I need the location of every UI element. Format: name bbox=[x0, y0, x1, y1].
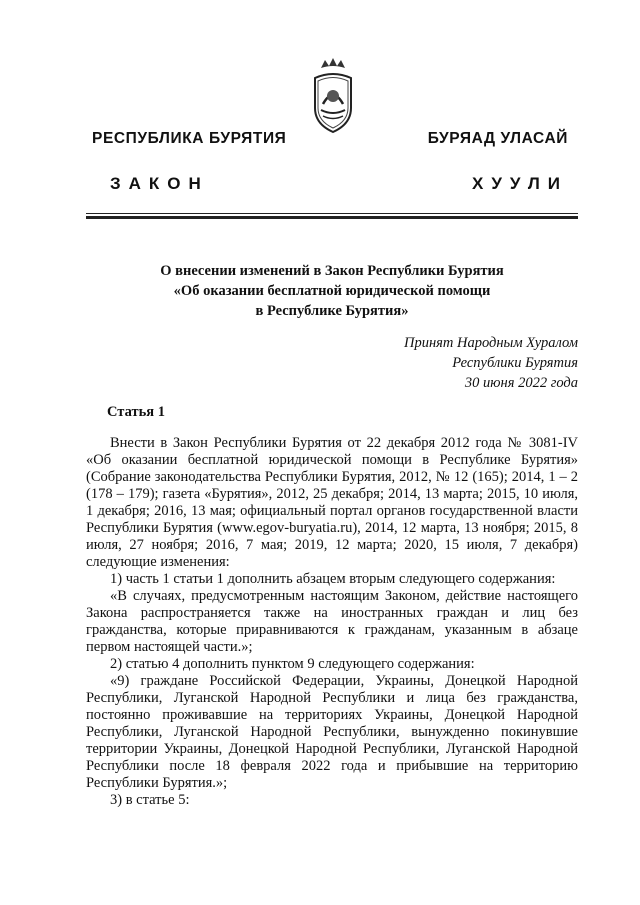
law-title-line: «Об оказании бесплатной юридической помощи bbox=[173, 283, 491, 299]
body-paragraph: 1) часть 1 статьи 1 дополнить абзацем вторым следующего содержания: bbox=[110, 571, 556, 587]
law-title bbox=[86, 261, 578, 321]
republic-name-russian: РЕСПУБЛИКА БУРЯТИЯ bbox=[92, 130, 287, 147]
adoption-note-line: Республики Бурятия bbox=[452, 355, 578, 371]
body-paragraph: 3) в статье 5: bbox=[110, 792, 190, 808]
header-divider-thick bbox=[86, 216, 578, 219]
law-title-line: в Республике Бурятия» bbox=[255, 303, 409, 319]
body-paragraph: Внести в Закон Республики Бурятия от 22 декабря 2012 года № 3081-IV «Об оказании бесплатной юридической помощи в Республике Бурятия» (Собрание законодательства Республики Бурятия, 2012, № 12 (165); 2014, 1 – 2 (178 – 179); газета «Бурятия», 2012, 25 декабря; 2014, 13 марта; 2015, 10 июля, 1 декабря; 2016, 13 мая; официальный портал органов государственной власти Республики Бурятия (www.egov-buryatia.ru), 2014, 12 марта, 13 ноября; 2015, 8 июля, 27 ноября; 2016, 7 мая; 2019, 12 марта; 2020, 15 июля, 7 декабря) следующие изменения: bbox=[86, 435, 578, 570]
article-heading: Статья 1 bbox=[107, 404, 165, 420]
coat-of-arms-icon bbox=[309, 56, 357, 134]
adoption-note bbox=[404, 333, 578, 393]
adoption-date: 30 июня 2022 года bbox=[464, 375, 578, 391]
document-type-buryat: ХУУЛИ bbox=[472, 174, 568, 193]
republic-name-buryat: БУРЯАД УЛАСАЙ bbox=[427, 130, 568, 147]
article-body bbox=[86, 435, 578, 809]
body-paragraph: «В случаях, предусмотренным настоящим Законом, действие настоящего Закона распространяется также на иностранных граждан и лиц без гражданства, которые приравниваются к гражданам, указанным в абзаце первом настоящей части.»; bbox=[86, 588, 578, 655]
body-paragraph: «9) граждане Российской Федерации, Украины, Донецкой Народной Республики, Луганской Народной Республики и лица без гражданства, постоянно проживавшие на территориях Украины, Донецкой Народной Республики, Луганской Народной Республики, вынужденно покинувшие территории Украины, Донецкой Народной Республики, Луганской Народной Республики после 18 февраля 2022 года и прибывшие на территорию Республики Бурятия.»; bbox=[86, 673, 578, 791]
law-title-line: О внесении изменений в Закон Республики Бурятия bbox=[160, 263, 504, 279]
adoption-note-line: Принят Народным Хуралом bbox=[403, 335, 578, 351]
header-divider-thin bbox=[86, 213, 578, 214]
document-type-russian: ЗАКОН bbox=[110, 174, 209, 193]
body-paragraph: 2) статью 4 дополнить пунктом 9 следующего содержания: bbox=[110, 656, 475, 672]
